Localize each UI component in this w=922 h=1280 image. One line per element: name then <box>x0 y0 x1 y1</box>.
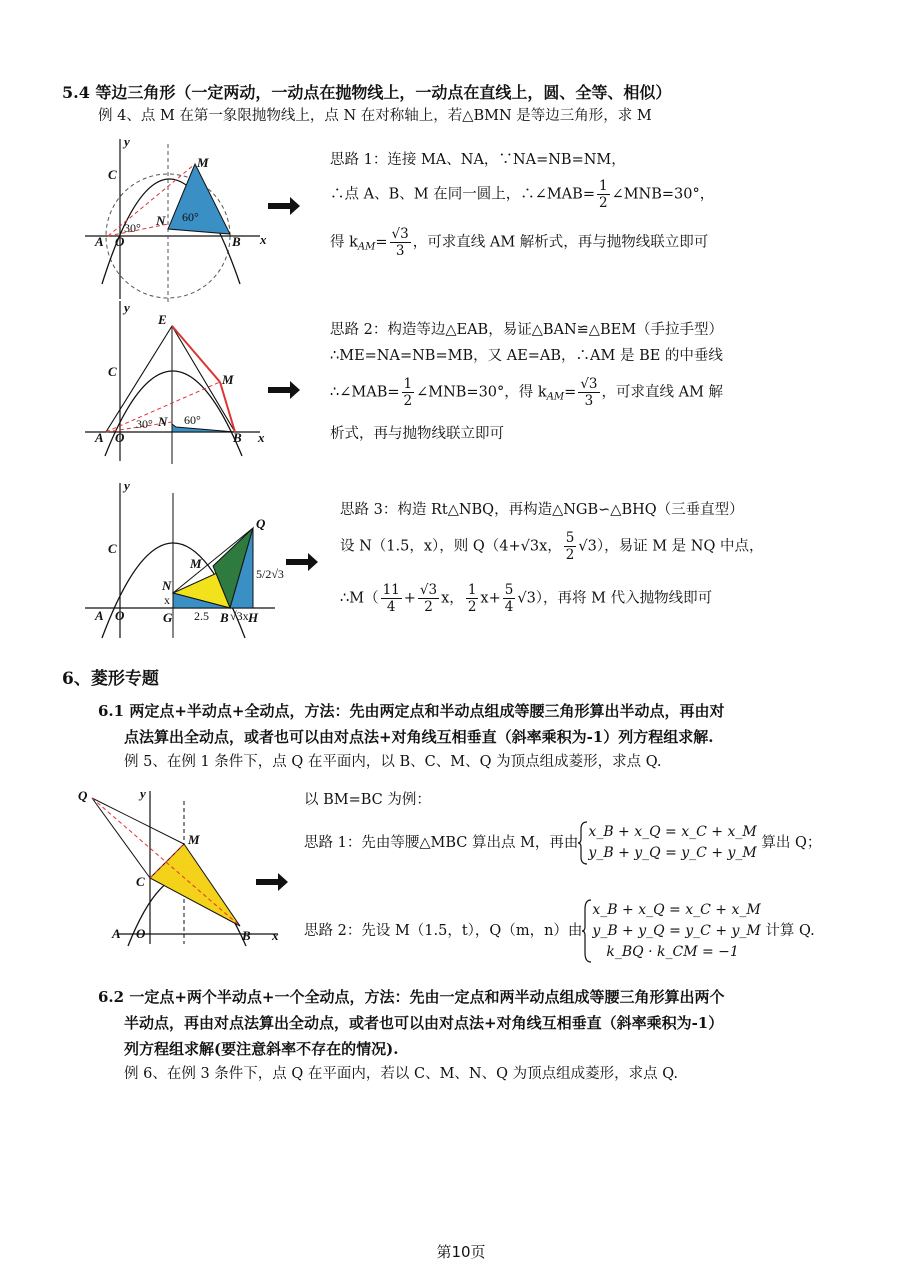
section-title-5-4: 5.4 等边三角形（一定两动，一动点在抛物线上，一动点在直线上，圆、全等、相似） <box>62 83 672 102</box>
rhombus-idea-1: 思路 1：先由等腰△MBC 算出点 M，再由 x_B + x_Q = x_C + x_M y_B + y_Q = y_C + y_M 算出 Q； <box>304 820 821 866</box>
label-M: M <box>222 372 234 387</box>
label-N: N <box>158 414 168 429</box>
label-y: y <box>124 478 130 493</box>
label-B: B <box>233 430 242 445</box>
label-C: C <box>108 364 117 379</box>
value-2-5: 2.5 <box>194 609 209 623</box>
angle-30: 30° <box>124 221 141 235</box>
section-6-1-line-1: 6.1 两定点+半动点+全动点，方法：先由两定点和半动点组成等腰三角形算出半动点，再由对 <box>98 702 725 720</box>
brace-icon <box>582 899 592 963</box>
label-x: x <box>258 430 265 445</box>
figure-1 <box>80 134 270 304</box>
label-B: B <box>232 234 241 249</box>
section-6-2-line-2: 半动点，再由对点法算出全动点，或者也可以由对点法+对角线互相垂直（斜率乘积为-1） <box>124 1014 724 1032</box>
label-Q: Q <box>256 516 266 531</box>
example-5-text: 例 5、在例 1 条件下，点 Q 在平面内，以 B、C、M、Q 为顶点组成菱形，求点 Q. <box>124 754 662 770</box>
angle-60: 60° <box>182 210 199 224</box>
value-sqrt3x: √3x <box>230 609 249 623</box>
section-6-2-line-3: 列方程组求解(要注意斜率不存在的情况). <box>124 1040 399 1058</box>
section-6-1-line-2: 点法算出全动点，或者也可以由对点法+对角线互相垂直（斜率乘积为-1）列方程组求解. <box>124 728 714 746</box>
idea-3-line-3: ∴M（ $\frac{11}{4}$ + $\frac{√3}{2}$ x， $\frac{1}{2}$ x+ $\frac{5}{4}$ √3），再将 M 代入抛物线即可 <box>340 582 713 615</box>
label-O: O <box>115 234 125 249</box>
arrow-icon <box>286 552 320 572</box>
label-A: A <box>112 926 121 941</box>
label-M: M <box>190 556 202 571</box>
idea-2-line-1: 思路 2：构造等边△EAB，易证△BAN≌△BEM（手拉手型） <box>330 322 724 338</box>
label-N: N <box>156 213 166 228</box>
label-O: O <box>115 608 125 623</box>
label-C: C <box>108 167 117 182</box>
brace-icon <box>578 821 588 865</box>
rhombus-idea-2: 思路 2：先设 M（1.5，t），Q（m，n）由 x_B + x_Q = x_C + x_M y_B + y_Q = y_C + y_M k_BQ · k_CM = −1 计算 Q. <box>304 898 815 964</box>
label-A: A <box>95 234 104 249</box>
label-H: H <box>248 610 259 625</box>
figure-2 <box>80 296 270 466</box>
label-N: N <box>162 578 172 593</box>
label-O: O <box>115 430 125 445</box>
angle-60: 60° <box>184 413 201 427</box>
bm-bc-example: 以 BM=BC 为例： <box>304 792 431 808</box>
idea-2-line-2: ∴ME=NA=NB=MB，又 AE=AB，∴AM 是 BE 的中垂线 <box>330 348 723 364</box>
label-x: x <box>272 928 279 943</box>
label-C: C <box>136 874 145 889</box>
arrow-icon <box>268 196 302 216</box>
idea-3-line-2: 设 N（1.5，x），则 Q（4+√3x， $\frac{5}{2}$ √3），易证 M 是 NQ 中点， <box>340 530 764 563</box>
example-4-text: 例 4、点 M 在第一象限抛物线上，点 N 在对称轴上，若△BMN 是等边三角形，求 M <box>98 108 652 124</box>
idea-1-line-1: 思路 1：连接 MA、NA，∵NA=NB=NM， <box>330 152 626 168</box>
value-x: x <box>164 593 170 607</box>
figure-4 <box>78 786 288 946</box>
section-title-6: 6、菱形专题 <box>62 669 159 689</box>
label-C: C <box>108 541 117 556</box>
label-y: y <box>124 134 130 149</box>
label-A: A <box>95 608 104 623</box>
label-A: A <box>95 430 104 445</box>
idea-2-line-4: 析式，再与抛物线联立即可 <box>330 426 504 442</box>
angle-30: 30° <box>136 417 153 431</box>
label-B: B <box>242 928 251 943</box>
label-M: M <box>188 832 200 847</box>
example-6-text: 例 6、在例 3 条件下，点 Q 在平面内，若以 C、M、N、Q 为顶点组成菱形，求点 Q. <box>124 1066 678 1082</box>
label-B: B <box>220 610 229 625</box>
idea-1-line-3: 得 $k_{AM}=$ $\frac{√3}{3}$ ，可求直线 AM 解析式，再与抛物线联立即可 <box>330 226 709 259</box>
arrow-icon <box>256 872 290 892</box>
triangle-EAB <box>106 326 235 432</box>
label-G: G <box>163 610 173 625</box>
figure-3 <box>80 478 284 648</box>
label-E: E <box>158 312 167 327</box>
value-5-2-sqrt3: 5/2√3 <box>256 567 284 581</box>
section-6-2-line-1: 6.2 一定点+两个半动点+一个全动点，方法：先由一定点和两半动点组成等腰三角形算出两个 <box>98 988 725 1006</box>
triangle-blue <box>172 424 235 432</box>
idea-1-line-2: ∴点 A、B、M 在同一圆上，∴∠MAB= $\frac{1}{2}$ ∠MNB=30°， <box>330 178 715 211</box>
label-Q: Q <box>78 788 88 803</box>
idea-2-line-3: ∴∠MAB= $\frac{1}{2}$ ∠MNB=30°，得 $k_{AM}=$ $\frac{√3}{3}$ ，可求直线 AM 解 <box>330 376 724 409</box>
arrow-icon <box>268 380 302 400</box>
idea-3-line-1: 思路 3：构造 Rt△NBQ，再构造△NGB∽△BHQ（三垂直型） <box>340 502 744 518</box>
label-M: M <box>197 155 209 170</box>
label-x: x <box>260 232 267 247</box>
label-y: y <box>140 786 146 801</box>
label-O: O <box>136 926 146 941</box>
label-y: y <box>124 300 130 315</box>
page-number: 第10页 <box>436 1243 486 1261</box>
